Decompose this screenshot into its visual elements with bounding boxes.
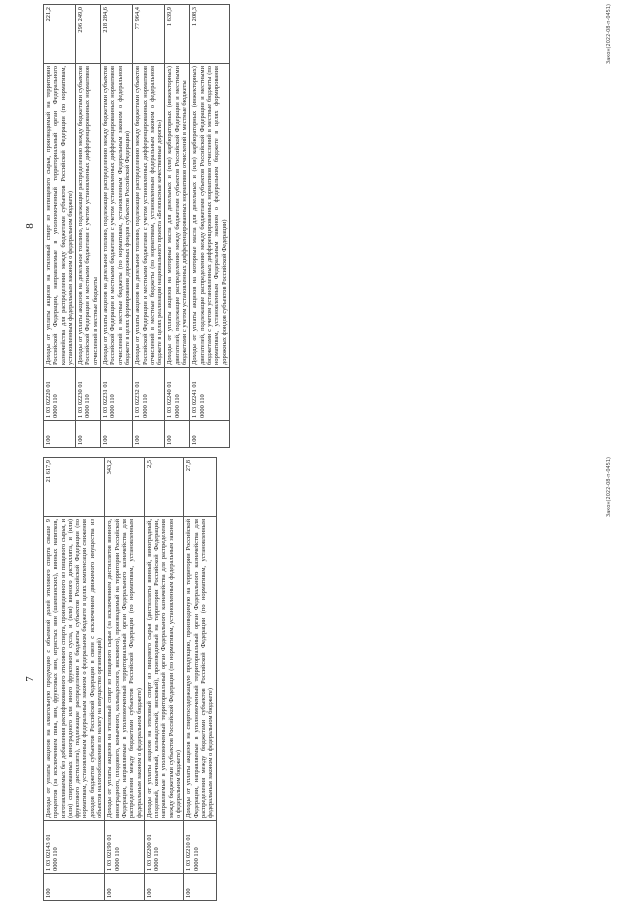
- table-row: [144, 458, 183, 901]
- revenue-table: [43, 457, 217, 901]
- document-stamp: Закон(2022-08-п-0451): [606, 4, 612, 65]
- admin-code-cell: 100: [101, 421, 133, 448]
- amount-cell: 1 639,9: [165, 5, 190, 64]
- budget-code-cell: 1 03 02143 01 0000 110: [44, 821, 105, 874]
- amount-cell: 27,8: [184, 458, 216, 517]
- amount-cell: 77 964,4: [133, 5, 165, 64]
- budget-code-cell: 1 03 02210 01 0000 110: [184, 821, 216, 874]
- revenue-name-cell: Доходы от уплаты акцизов на алкогольную продукцию с объемной долей этилового спирта свыше 9 процентов (за исключением пива, вин, фруктовых вин, игристых вин (шампанских), винных напитков, изготавливаемых без добавления ректификованного этилового спирта, произведенного из пищевого сырья, и (или) спиртованных виноградного или иного фруктового сусла, и (или) винного дистиллята, и (или) фруктового дистиллята), подлежащие распределению в бюджеты субъектов Российской Федерации (по нормативам, установленным федеральным законом о федеральном бюджете в целях компенсации снижения доходов бюджетов субъектов Российской Федерации в связи с исключением движимого имущества из объектов налогообложения по налогу на имущество организаций): [44, 517, 105, 821]
- budget-code-cell: 1 03 02190 01 0000 110: [105, 821, 144, 874]
- budget-code-cell: 1 03 02220 01 0000 110: [44, 368, 76, 421]
- amount-cell: 343,2: [105, 458, 144, 517]
- admin-code-cell: 100: [76, 421, 101, 448]
- budget-code-cell: 1 03 02230 01 0000 110: [76, 368, 101, 421]
- admin-code-cell: 100: [165, 421, 190, 448]
- revenue-name-cell: Доходы от уплаты акцизов на дизельное топливо, подлежащие распределению между бюджетами субъектов Российской Федерации и местными бюджетами с учетом установленных дифференцированных нормативов отчислений в местные бюджеты: [76, 64, 101, 368]
- amount-cell: 221,2: [44, 5, 76, 64]
- table-row: [101, 5, 133, 448]
- budget-code-cell: 1 03 02240 01 0000 110: [165, 368, 190, 421]
- revenue-name-cell: Доходы от уплаты акцизов на дизельное топливо, подлежащие распределению между бюджетами субъектов Российской Федерации и местными бюджетами с учетом установленных дифференцированных нормативов отчислений в местные бюджеты (по нормативам, установленным федеральным законом о федеральном бюджете в целях реализации национального проекта «Безопасные качественные дороги»): [133, 64, 165, 368]
- amount-cell: 2,5: [144, 458, 183, 517]
- table-row: [165, 5, 190, 448]
- table-row: [133, 5, 165, 448]
- table-row: [184, 458, 216, 901]
- page-number: 7: [24, 676, 36, 682]
- page-number: 8: [24, 223, 36, 229]
- revenue-name-cell: Доходы от уплаты акцизов на спиртосодержащую продукцию, производимую на территории Российской Федерации, направляемые в уполномоченный территориальный орган Федерального казначейства для распределения между бюджетами субъектов Российской Федерации (по нормативам, установленным федеральным законом о федеральном бюджете): [184, 517, 216, 821]
- admin-code-cell: 100: [190, 421, 229, 448]
- revenue-name-cell: Доходы от уплаты акцизов на дизельное топливо, подлежащие распределению между бюджетами субъектов Российской Федерации и местными бюджетами с учетом установленных дифференцированных нормативов отчислений в местные бюджеты (по нормативам, установленным Федеральным законом о федеральном бюджете в целях формирования дорожных фондов субъектов Российской Федерации): [101, 64, 133, 368]
- budget-code-cell: 1 03 02232 01 0000 110: [133, 368, 165, 421]
- budget-code-cell: 1 03 02200 01 0000 110: [144, 821, 183, 874]
- budget-code-cell: 1 03 02241 01 0000 110: [190, 368, 229, 421]
- revenue-name-cell: Доходы от уплаты акцизов на этиловый спирт из пищевого сырья (за исключением дистиллятов винного, виноградного, плодового, коньячного, кальвадосного, вискового), производимый на территории Российской Федерации, направляемые в уполномоченный территориальный орган Федерального казначейства для распределения между бюджетами субъектов Российской Федерации (по нормативам, установленным федеральным законом о федеральном бюджете): [105, 517, 144, 821]
- revenue-name-cell: Доходы от уплаты акцизов на моторные масла для дизельных и (или) карбюраторных (инжекторных) двигателей, подлежащие распределению между бюджетами субъектов Российской Федерации и местными бюджетами с учетом установленных дифференцированных нормативов отчислений в местные бюджеты: [165, 64, 190, 368]
- document-page-7: [0, 453, 639, 905]
- revenue-name-cell: Доходы от уплаты акцизов на этиловый спирт из непищевого сырья, производимый на территории Российской Федерации, направляемые в уполномоченный территориальный орган Федерального казначейства для распределения между бюджетами субъектов Российской Федерации (по нормативам, установленным федеральным законом о федеральном бюджете): [44, 64, 76, 368]
- table-row: [105, 458, 144, 901]
- revenue-name-cell: Доходы от уплаты акцизов на моторные масла для дизельных и (или) карбюраторных (инжекторных) двигателей, подлежащие распределению между бюджетами субъектов Российской Федерации и местными бюджетами с учетом установленных дифференцированных нормативов отчислений в местные бюджеты (по нормативам, установленным Федеральным законом о федеральном бюджете в целях формирования дорожных фондов субъектов Российской Федерации): [190, 64, 229, 368]
- admin-code-cell: 100: [144, 874, 183, 901]
- table-row: [44, 458, 105, 901]
- table-row: [76, 5, 101, 448]
- amount-cell: 296 249,0: [76, 5, 101, 64]
- budget-code-cell: 1 03 02231 01 0000 110: [101, 368, 133, 421]
- document-stamp: Закон(2022-08-п-0451): [606, 457, 612, 518]
- document-page-8: [0, 0, 639, 452]
- table-row: [190, 5, 229, 448]
- amount-cell: 218 284,6: [101, 5, 133, 64]
- admin-code-cell: 100: [44, 874, 105, 901]
- admin-code-cell: 100: [44, 421, 76, 448]
- revenue-name-cell: Доходы от уплаты акцизов на этиловый спирт из пищевого сырья (дистилляты винный, виноградный, плодовый, коньячный, кальвадосный, висковый), производимый на территории Российской Федерации, направляемые в уполномоченный территориальный орган Федерального казначейства для распределения между бюджетами субъектов Российской Федерации (по нормативам, установленным федеральным законом о федеральном бюджете): [144, 517, 183, 821]
- admin-code-cell: 100: [105, 874, 144, 901]
- admin-code-cell: 100: [133, 421, 165, 448]
- amount-cell: 1 208,3: [190, 5, 229, 64]
- table-row: [44, 5, 76, 448]
- amount-cell: 21 617,9: [44, 458, 105, 517]
- revenue-table: [43, 4, 230, 448]
- admin-code-cell: 100: [184, 874, 216, 901]
